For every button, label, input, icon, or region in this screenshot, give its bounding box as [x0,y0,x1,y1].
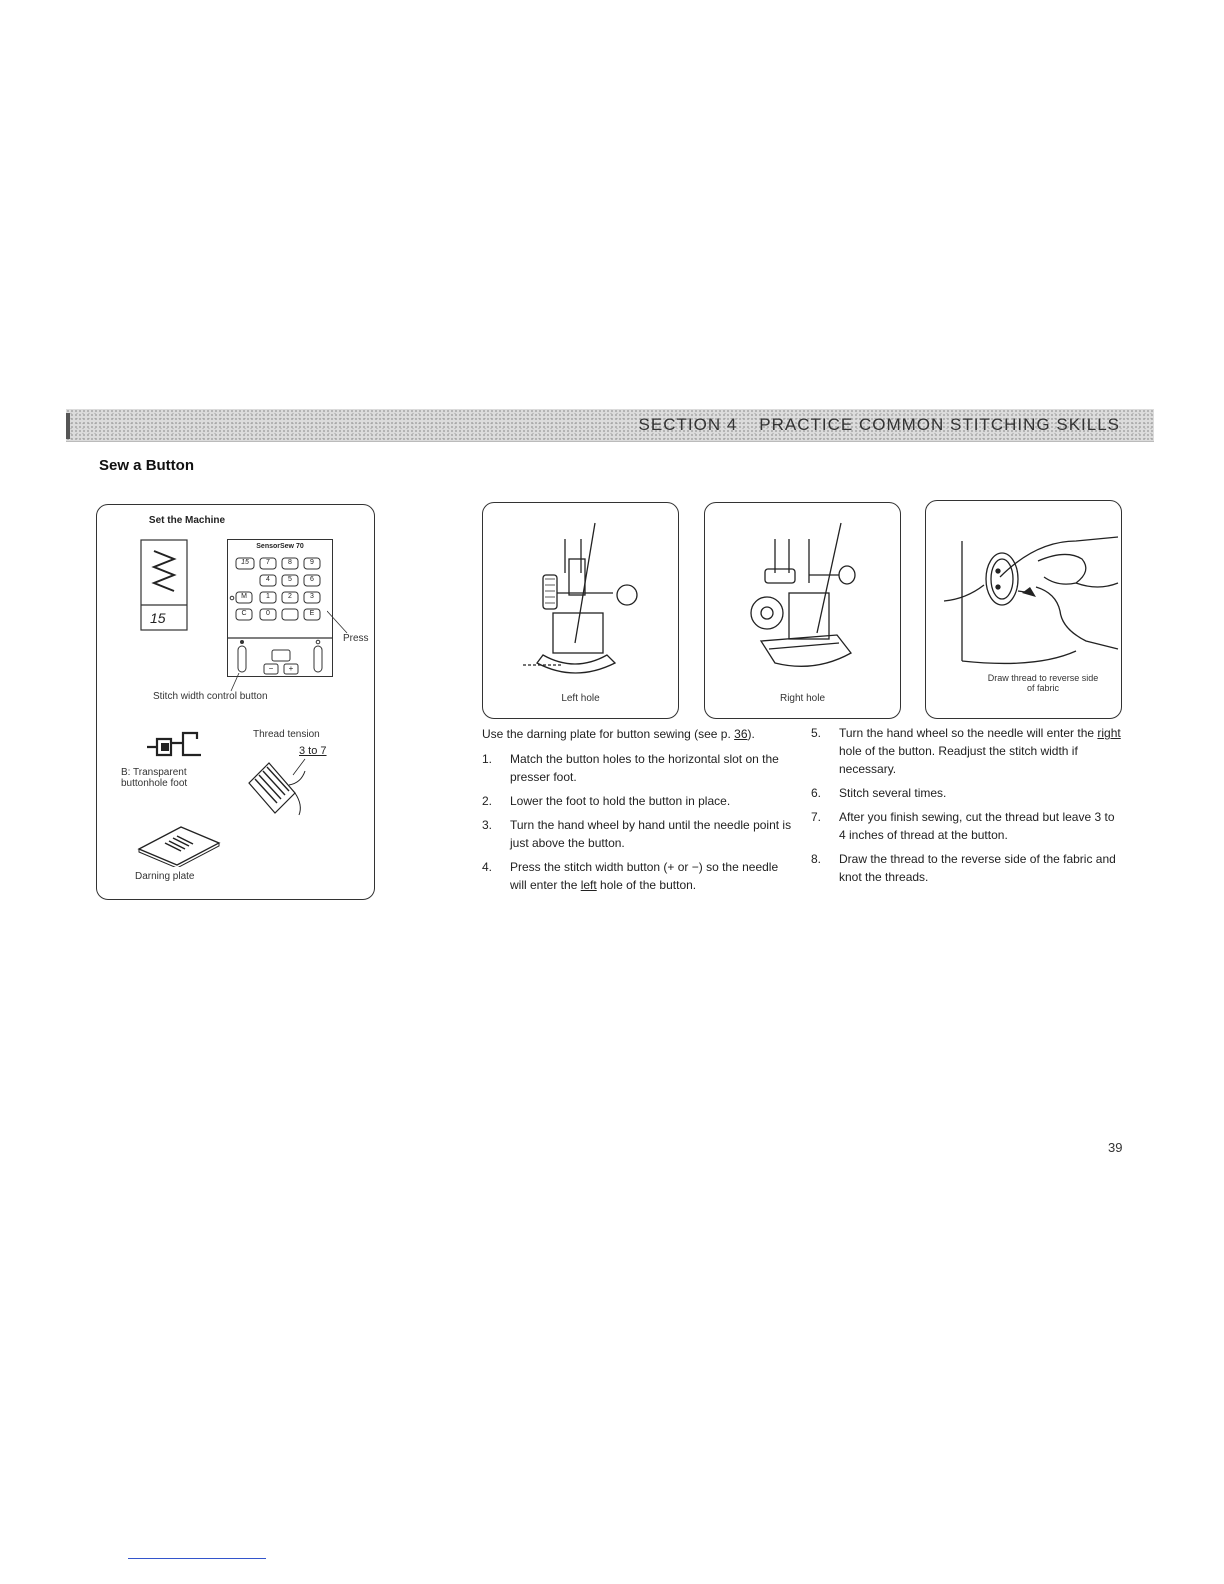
page-reference-link[interactable]: 36 [734,727,748,741]
darning-plate-icon [135,823,221,867]
width-control-pointer [227,673,247,693]
keypad-panel [227,539,333,677]
tension-label: Thread tension [253,729,320,740]
step-1 [482,750,798,786]
step-number: 8. [811,852,822,866]
tension-value: 3 to 7 [299,745,327,757]
step-text-pre: Press the stitch width button (+ or −) so the needle will enter the [510,860,779,892]
press-label: Press [343,633,369,644]
key-2: 2 [288,593,292,600]
step-text: Stitch several times. [839,786,947,800]
step-number: 6. [811,786,822,800]
key-m: M [241,593,247,600]
section-title [617,415,1120,435]
stitch-pattern-card [140,539,188,631]
step-emphasis: right [1097,726,1121,740]
step-number: 5. [811,726,822,740]
step-8 [811,850,1123,886]
steps-left-column [482,750,798,900]
section-banner [66,409,1154,442]
figure-right-hole [704,502,901,719]
step-text-post: hole of the button. Readjust the stitch width if necessary. [839,744,1078,776]
stitch-number: 15 [150,610,166,626]
key-4: 4 [266,576,270,583]
step-2 [482,792,798,810]
button-thread-illustration [926,501,1121,671]
key-8: 8 [288,559,292,566]
key-7: 7 [266,559,270,566]
step-text: Lower the foot to hold the button in place. [510,794,731,808]
key-5: 5 [288,576,292,583]
key-6: 6 [310,576,314,583]
step-text-pre: Turn the hand wheel so the needle will enter the [839,726,1098,740]
figure-left-hole [482,502,679,719]
presser-foot-left-illustration [483,503,678,693]
step-text-post: hole of the button. [596,878,697,892]
step-text: Match the button holes to the horizontal slot on the presser foot. [510,752,779,784]
left-hole-caption: Left hole [561,693,600,704]
step-text: Draw the thread to the reverse side of the fabric and knot the threads. [839,852,1116,884]
draw-thread-caption: Draw thread to reverse side of fabric [987,673,1099,693]
step-number: 1. [482,752,493,766]
intro-suffix: ). [747,727,755,741]
footer-rule [128,1558,266,1559]
section-number: SECTION 4 [638,415,738,434]
step-number: 7. [811,810,822,824]
key-c: C [241,610,247,617]
step-text: Turn the hand wheel by hand until the needle point is just above the button. [510,818,792,850]
step-4 [482,858,798,894]
key-3: 3 [310,593,314,600]
brand-label: SensorSew 70 [256,543,304,550]
steps-right-column [811,724,1123,892]
settings-title: Set the Machine [148,515,226,526]
plate-label: Darning plate [135,871,195,882]
key-e: E [309,610,315,617]
section-name: PRACTICE COMMON STITCHING SKILLS [759,415,1120,434]
banner-mark [66,413,70,439]
intro-text [482,727,755,741]
key-15: 15 [241,559,249,566]
foot-label: B: Transparent buttonhole foot [121,767,188,789]
step-number: 2. [482,794,493,808]
buttonhole-foot-icon [145,729,205,763]
step-6 [811,784,1123,802]
key-9: 9 [310,559,314,566]
page-number: 39 [1108,1140,1123,1155]
key-1: 1 [266,593,270,600]
width-control-label: Stitch width control button [153,691,268,702]
tension-dial-icon [247,753,347,823]
figure-draw-thread [925,500,1122,719]
step-7 [811,808,1123,844]
step-emphasis: left [580,878,597,892]
machine-settings-box [96,504,375,900]
key-0: 0 [266,610,270,617]
step-number: 4. [482,860,493,874]
width-minus-key: − [268,664,274,673]
page-heading: Sew a Button [99,457,195,474]
intro-prefix: Use the darning plate for button sewing (see p. [482,727,735,741]
presser-foot-right-illustration [705,503,900,693]
step-5 [811,724,1123,778]
width-plus-key: + [288,664,294,673]
step-text: After you finish sewing, cut the thread but leave 3 to 4 inches of thread at the button. [839,810,1115,842]
step-number: 3. [482,818,493,832]
step-3 [482,816,798,852]
right-hole-caption: Right hole [779,693,826,704]
